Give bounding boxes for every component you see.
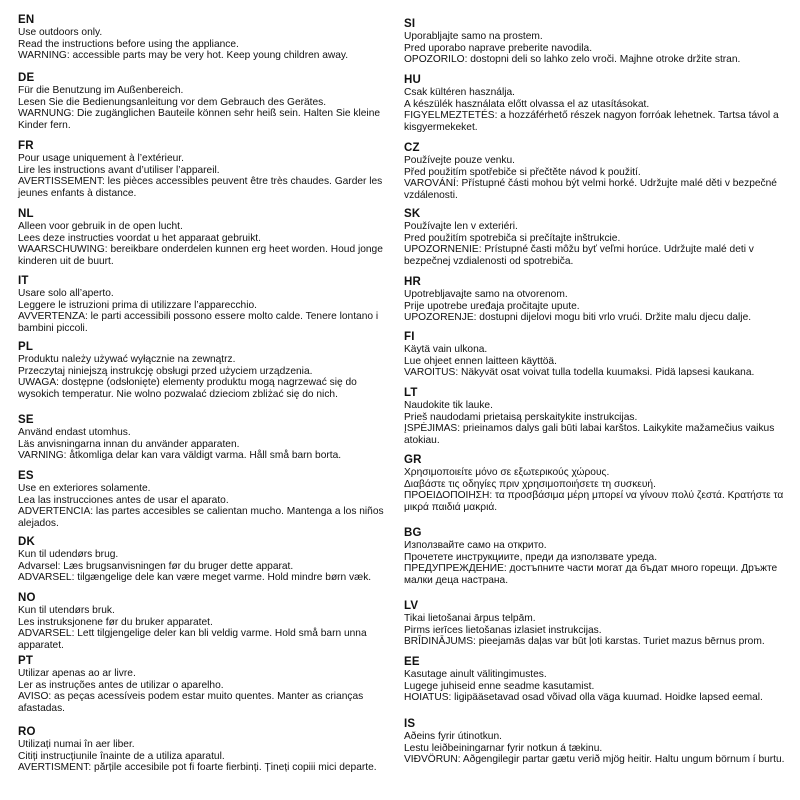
instruction-line: Kun til udendørs brug. bbox=[18, 549, 119, 560]
instruction-line: AVISO: as peças acessíveis podem estar muito quentes. Manter as crianças afastadas. bbox=[18, 691, 364, 714]
instruction-line: Pour usage uniquement à l’extérieur. bbox=[18, 153, 184, 164]
instruction-line: Läs anvisningarna innan du använder apparaten. bbox=[18, 438, 240, 450]
section-sk bbox=[404, 208, 788, 267]
instruction-line: Tikai lietošanai ārpus telpām. bbox=[404, 613, 536, 624]
instruction-line: Alleen voor gebruik in de open lucht. bbox=[18, 221, 183, 232]
instruction-line: Citiți instrucțiunile înainte de a utiliza aparatul. bbox=[18, 750, 225, 762]
instruction-line: Käytä vain ulkona. bbox=[404, 344, 488, 355]
instruction-line: Produktu należy używać wyłącznie na zewnątrz. bbox=[18, 354, 236, 365]
section-es bbox=[18, 470, 390, 529]
instruction-line: AVERTISSEMENT: les pièces accessibles peuvent être très chaudes. Garder les jeunes enfants à distance. bbox=[18, 176, 383, 199]
instruction-line: OPOZORILO: dostopni deli so lahko zelo vroči. Majhne otroke držite stran. bbox=[404, 54, 741, 66]
instruction-line: Naudokite tik lauke. bbox=[404, 400, 493, 411]
instruction-line: UPOZORNENIE: Prístupné časti môžu byť veľmi horúce. Udržujte malé deti v bezpečnej vzdialenosti od spotrebiča. bbox=[404, 244, 754, 267]
instruction-line: Leggere le istruzioni prima di utilizzare l’apparecchio. bbox=[18, 299, 257, 311]
instruction-line: Lees deze instructies voordat u het apparaat gebruikt. bbox=[18, 232, 261, 244]
instruction-line: WARNUNG: Die zugänglichen Bauteile können sehr heiß sein. Halten Sie kleine Kinder fern. bbox=[18, 108, 381, 131]
instruction-line: Lugege juhiseid enne seadme kasutamist. bbox=[404, 680, 595, 692]
instruction-line: WAARSCHUWING: bereikbare onderdelen kunnen erg heet worden. Houd jonge kinderen uit de buurt. bbox=[18, 244, 383, 267]
instruction-line: Upotrebljavajte samo na otvorenom. bbox=[404, 289, 568, 300]
section-pt bbox=[18, 655, 390, 714]
section-is bbox=[404, 718, 788, 766]
section-lv bbox=[404, 600, 788, 648]
section-se bbox=[18, 414, 390, 462]
language-code: SE bbox=[18, 414, 34, 426]
instruction-line: Utilizați numai în aer liber. bbox=[18, 739, 135, 750]
instruction-line: Prije upotrebe uređaja pročitajte upute. bbox=[404, 300, 580, 312]
language-code: DK bbox=[18, 536, 36, 548]
instruction-line: Uporabljajte samo na prostem. bbox=[404, 31, 543, 42]
section-hr bbox=[404, 276, 788, 324]
instruction-line: Les instruksjonene før du bruker apparatet. bbox=[18, 616, 213, 628]
section-no bbox=[18, 592, 390, 651]
instruction-line: Read the instructions before using the appliance. bbox=[18, 38, 239, 50]
language-code: IT bbox=[18, 275, 29, 287]
instruction-line: HOIATUS: ligipääsetavad osad võivad olla väga kuumad. Hoidke lapsed eemal. bbox=[404, 692, 763, 704]
section-ee bbox=[404, 656, 788, 704]
instruction-line: UWAGA: dostępne (odsłonięte) elementy produktu mogą nagrzewać się do wysokich temperatur. Nie wolno pozwalać dzieciom zbliżać się do nich. bbox=[18, 377, 357, 400]
instruction-line: Pred uporabo naprave preberite navodila. bbox=[404, 42, 593, 54]
instruction-line: VIÐVÖRUN: Aðgengilegir partar gætu verið mjög heitir. Haltu ungum börnum í burtu. bbox=[404, 754, 785, 766]
section-gr bbox=[404, 454, 788, 513]
instruction-line: AVVERTENZA: le parti accessibili possono essere molto calde. Tenere lontano i bambini piccoli. bbox=[18, 311, 379, 334]
language-code: DE bbox=[18, 72, 35, 84]
instruction-line: Für die Benutzung im Außenbereich. bbox=[18, 85, 184, 96]
instruction-line: VAROVÁNÍ: Přístupné části mohou být velmi horké. Udržujte malé děti v bezpečné vzdálenosti. bbox=[404, 178, 777, 201]
instruction-line: FIGYELMEZTETÉS: a hozzáférhető részek nagyon forróak lehetnek. Tartsa távol a kisgyermekeket. bbox=[404, 110, 779, 133]
language-code: IS bbox=[404, 718, 416, 730]
instruction-line: ПРЕДУПРЕЖДЕНИЕ: достъпните части могат да бъдат много горещи. Дръжте малки деца настрана. bbox=[404, 563, 778, 586]
section-dk bbox=[18, 536, 390, 584]
instruction-line: Kasutage ainult välitingimustes. bbox=[404, 669, 547, 680]
instruction-line: Lesen Sie die Bedienungsanleitung vor dem Gebrauch des Gerätes. bbox=[18, 96, 327, 108]
instruction-line: Kun til utendørs bruk. bbox=[18, 605, 115, 616]
instruction-line: Prieš naudodami prietaisą perskaitykite instrukcijas. bbox=[404, 411, 638, 423]
instruction-line: Använd endast utomhus. bbox=[18, 427, 131, 438]
section-pl bbox=[18, 341, 390, 400]
instruction-line: Používajte len v exteriéri. bbox=[404, 221, 518, 232]
instruction-line: ADVERTENCIA: las partes accesibles se calientan mucho. Mantenga a los niños alejados. bbox=[18, 506, 384, 529]
instruction-line: AVERTISMENT: părțile accesibile pot fi foarte fierbinți. Țineți copiii mici departe. bbox=[18, 762, 377, 774]
section-nl bbox=[18, 208, 390, 267]
language-code: PL bbox=[18, 341, 34, 353]
language-code: HU bbox=[404, 74, 422, 86]
instruction-line: Lestu leiðbeiningarnar fyrir notkun á tækinu. bbox=[404, 742, 603, 754]
instruction-line: ADVARSEL: tilgængelige dele kan være meget varme. Hold mindre børn væk. bbox=[18, 572, 372, 584]
instruction-line: Прочетете инструкциите, преди да използвате уреда. bbox=[404, 551, 658, 563]
instruction-line: Χρησιμοποιείτε μόνο σε εξωτερικούς χώρους. bbox=[404, 467, 610, 478]
instruction-line: VARNING: åtkomliga delar kan vara väldigt varma. Håll små barn borta. bbox=[18, 450, 342, 462]
instruction-line: Use outdoors only. bbox=[18, 27, 103, 38]
section-it bbox=[18, 275, 390, 334]
instruction-line: Advarsel: Læs brugsanvisningen før du bruger dette apparat. bbox=[18, 560, 294, 572]
instruction-line: Lea las instrucciones antes de usar el aparato. bbox=[18, 494, 229, 506]
language-code: SI bbox=[404, 18, 416, 30]
instruction-line: Csak kültéren használja. bbox=[404, 87, 515, 98]
instruction-line: Usare solo all’aperto. bbox=[18, 288, 114, 299]
language-code: ES bbox=[18, 470, 34, 482]
language-code: EE bbox=[404, 656, 420, 668]
section-fr bbox=[18, 140, 390, 199]
language-code: LV bbox=[404, 600, 419, 612]
language-code: NO bbox=[18, 592, 36, 604]
language-code: FR bbox=[18, 140, 34, 152]
instruction-line: Ler as instruções antes de utilizar o aparelho. bbox=[18, 679, 224, 691]
language-code: FI bbox=[404, 331, 415, 343]
instruction-line: Pirms ierīces lietošanas izlasiet instrukcijas. bbox=[404, 624, 602, 636]
section-cz bbox=[404, 142, 788, 201]
instruction-line: Use en exteriores solamente. bbox=[18, 483, 151, 494]
language-code: CZ bbox=[404, 142, 420, 154]
instruction-line: ĮSPĖJIMAS: prieinamos dalys gali būti labai karštos. Laikykite mažamečius vaikus atokiau. bbox=[404, 423, 775, 446]
instruction-line: ADVARSEL: Lett tilgjengelige deler kan bli veldig varme. Hold små barn unna apparatet. bbox=[18, 628, 367, 651]
instruction-line: Aðeins fyrir útinotkun. bbox=[404, 731, 502, 742]
language-code: NL bbox=[18, 208, 34, 220]
section-en bbox=[18, 14, 390, 62]
section-ro bbox=[18, 726, 390, 774]
instruction-line: VAROITUS: Näkyvät osat voivat tulla todella kuumaksi. Pidä lapsesi kaukana. bbox=[404, 367, 755, 379]
language-code: EN bbox=[18, 14, 35, 26]
instruction-line: Διαβάστε τις οδηγίες πριν χρησιμοποιήσετε τη συσκευή. bbox=[404, 478, 656, 490]
section-lt bbox=[404, 387, 788, 446]
language-code: GR bbox=[404, 454, 422, 466]
instruction-line: Používejte pouze venku. bbox=[404, 155, 516, 166]
language-code: RO bbox=[18, 726, 36, 738]
instruction-line: Lue ohjeet ennen laitteen käyttöä. bbox=[404, 355, 557, 367]
instruction-line: Pred použitím spotrebiča si prečítajte inštrukcie. bbox=[404, 232, 621, 244]
language-code: PT bbox=[18, 655, 34, 667]
section-bg bbox=[404, 527, 788, 586]
language-code: LT bbox=[404, 387, 418, 399]
language-code: BG bbox=[404, 527, 422, 539]
section-fi bbox=[404, 331, 788, 379]
instruction-line: ΠΡΟΕΙΔΟΠΟΙΗΣΗ: τα προσβάσιμα μέρη μπορεί να γίνουν πολύ ζεστά. Κρατήστε τα μικρά παιδιά μακριά. bbox=[404, 490, 784, 513]
instruction-line: UPOZORENJE: dostupni dijelovi mogu biti vrlo vrući. Držite malu djecu dalje. bbox=[404, 312, 752, 324]
instruction-line: A készülék használata előtt olvassa el az utasításokat. bbox=[404, 98, 650, 110]
language-code: SK bbox=[404, 208, 421, 220]
instruction-line: Před použitím spotřebiče si přečtěte návod k použití. bbox=[404, 166, 641, 178]
instruction-line: BRĪDINĀJUMS: pieejamās daļas var būt ļoti karstas. Turiet mazus bērnus prom. bbox=[404, 636, 765, 648]
section-de bbox=[18, 72, 390, 131]
section-si bbox=[404, 18, 788, 66]
instruction-line: Przeczytaj niniejszą instrukcję obsługi przed użyciem urządzenia. bbox=[18, 365, 313, 377]
section-hu bbox=[404, 74, 788, 133]
instruction-line: Използвайте само на открито. bbox=[404, 540, 547, 551]
instruction-line: Lire les instructions avant d’utiliser l’appareil. bbox=[18, 164, 220, 176]
instruction-line: WARNING: accessible parts may be very hot. Keep young children away. bbox=[18, 50, 349, 62]
instruction-line: Utilizar apenas ao ar livre. bbox=[18, 668, 136, 679]
language-code: HR bbox=[404, 276, 422, 288]
